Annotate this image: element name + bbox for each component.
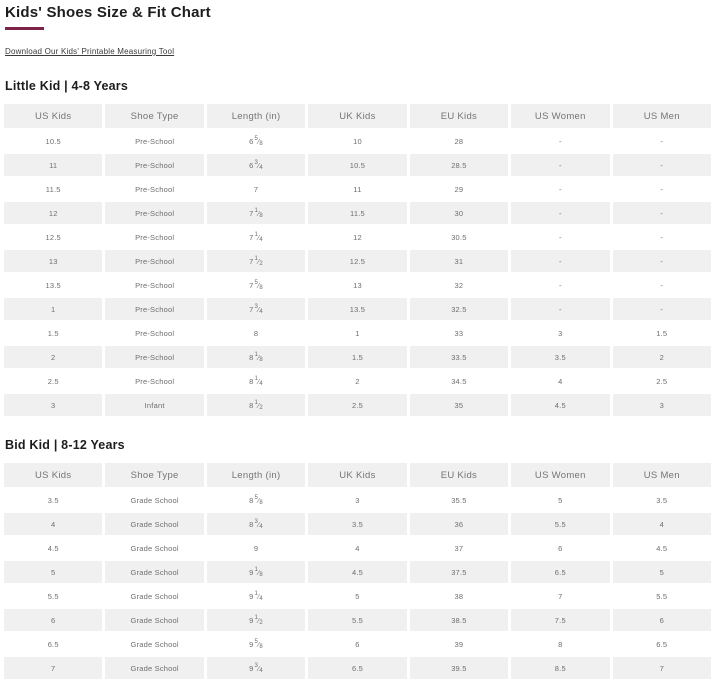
cell-us-men: - <box>613 226 711 248</box>
cell-uk-kids: 10.5 <box>308 154 406 176</box>
cell-uk-kids: 5 <box>308 585 406 607</box>
cell-length-in: $7^1⁄_4$ <box>207 226 305 248</box>
table-row <box>4 585 711 607</box>
cell-shoe-type: Pre-School <box>105 202 203 224</box>
table-row <box>4 298 711 320</box>
table-row <box>4 274 711 296</box>
cell-uk-kids: 1.5 <box>308 346 406 368</box>
column-header-uk-kids: UK Kids <box>308 104 406 128</box>
cell-us-kids: 2.5 <box>4 370 102 392</box>
cell-shoe-type: Grade School <box>105 633 203 655</box>
cell-shoe-type: Grade School <box>105 585 203 607</box>
cell-us-women: 6.5 <box>511 561 609 583</box>
cell-us-kids: 2 <box>4 346 102 368</box>
cell-uk-kids: 1 <box>308 322 406 344</box>
cell-shoe-type: Pre-School <box>105 154 203 176</box>
table-row <box>4 561 711 583</box>
cell-us-kids: 3 <box>4 394 102 416</box>
cell-length-in: $6^5⁄_8$ <box>207 130 305 152</box>
cell-us-women: 3.5 <box>511 346 609 368</box>
cell-us-kids: 4.5 <box>4 537 102 559</box>
cell-uk-kids: 12 <box>308 226 406 248</box>
cell-eu-kids: 37.5 <box>410 561 508 583</box>
cell-shoe-type: Grade School <box>105 489 203 511</box>
cell-us-women: 8 <box>511 633 609 655</box>
cell-us-men: 4.5 <box>613 537 711 559</box>
cell-length-in: $9^1⁄_8$ <box>207 561 305 583</box>
cell-uk-kids: 11 <box>308 178 406 200</box>
cell-uk-kids: 3.5 <box>308 513 406 535</box>
cell-us-men: 2.5 <box>613 370 711 392</box>
table-row <box>4 513 711 535</box>
cell-us-kids: 13.5 <box>4 274 102 296</box>
cell-us-women: 4.5 <box>511 394 609 416</box>
cell-us-women: - <box>511 226 609 248</box>
cell-us-women: 8.5 <box>511 657 609 679</box>
cell-us-kids: 12 <box>4 202 102 224</box>
little-kid-size-table <box>1 102 714 418</box>
cell-shoe-type: Grade School <box>105 537 203 559</box>
cell-shoe-type: Pre-School <box>105 226 203 248</box>
cell-length-in: $8^1⁄_8$ <box>207 346 305 368</box>
cell-shoe-type: Pre-School <box>105 250 203 272</box>
cell-length-in: $9^1⁄_4$ <box>207 585 305 607</box>
section-heading-little-kid: Little Kid | 4-8 Years <box>5 79 128 93</box>
cell-eu-kids: 38.5 <box>410 609 508 631</box>
cell-uk-kids: 6.5 <box>308 657 406 679</box>
cell-us-men: 5.5 <box>613 585 711 607</box>
cell-uk-kids: 11.5 <box>308 202 406 224</box>
cell-us-women: 7.5 <box>511 609 609 631</box>
cell-us-women: 4 <box>511 370 609 392</box>
cell-uk-kids: 2 <box>308 370 406 392</box>
column-header-shoe-type: Shoe Type <box>105 463 203 487</box>
cell-us-women: - <box>511 250 609 272</box>
column-header-length-in: Length (in) <box>207 463 305 487</box>
cell-uk-kids: 10 <box>308 130 406 152</box>
cell-us-kids: 7 <box>4 657 102 679</box>
cell-shoe-type: Pre-School <box>105 298 203 320</box>
cell-eu-kids: 28.5 <box>410 154 508 176</box>
cell-uk-kids: 12.5 <box>308 250 406 272</box>
cell-length-in: $7^1⁄_8$ <box>207 202 305 224</box>
cell-shoe-type: Pre-School <box>105 346 203 368</box>
cell-shoe-type: Grade School <box>105 513 203 535</box>
column-header-us-women: US Women <box>511 104 609 128</box>
cell-eu-kids: 32 <box>410 274 508 296</box>
download-measuring-tool-link[interactable]: Download Our Kids' Printable Measuring Tool <box>5 47 175 56</box>
cell-length-in: $8^5⁄_8$ <box>207 489 305 511</box>
column-header-us-men: US Men <box>613 104 711 128</box>
cell-eu-kids: 36 <box>410 513 508 535</box>
cell-us-men: 5 <box>613 561 711 583</box>
cell-us-men: 6 <box>613 609 711 631</box>
table-row <box>4 609 711 631</box>
cell-length-in: $7^3⁄_4$ <box>207 298 305 320</box>
cell-us-men: - <box>613 202 711 224</box>
cell-length-in: 9 <box>207 537 305 559</box>
big-kid-size-table <box>1 461 714 681</box>
cell-us-kids: 6.5 <box>4 633 102 655</box>
cell-us-men: 7 <box>613 657 711 679</box>
cell-us-women: - <box>511 178 609 200</box>
table-row <box>4 537 711 559</box>
little-kid-section <box>4 79 711 418</box>
cell-us-kids: 1 <box>4 298 102 320</box>
cell-eu-kids: 30 <box>410 202 508 224</box>
table-row <box>4 394 711 416</box>
cell-us-men: - <box>613 274 711 296</box>
cell-us-men: - <box>613 178 711 200</box>
table-row <box>4 370 711 392</box>
cell-us-kids: 11.5 <box>4 178 102 200</box>
cell-us-kids: 5.5 <box>4 585 102 607</box>
cell-us-women: - <box>511 298 609 320</box>
cell-shoe-type: Grade School <box>105 657 203 679</box>
table-row <box>4 202 711 224</box>
column-header-shoe-type: Shoe Type <box>105 104 203 128</box>
cell-uk-kids: 6 <box>308 633 406 655</box>
cell-length-in: $8^3⁄_4$ <box>207 513 305 535</box>
column-header-uk-kids: UK Kids <box>308 463 406 487</box>
cell-us-men: - <box>613 154 711 176</box>
cell-uk-kids: 2.5 <box>308 394 406 416</box>
cell-length-in: 8 <box>207 322 305 344</box>
column-header-us-kids: US Kids <box>4 463 102 487</box>
cell-eu-kids: 29 <box>410 178 508 200</box>
cell-us-men: - <box>613 250 711 272</box>
table-row <box>4 250 711 272</box>
cell-eu-kids: 35.5 <box>410 489 508 511</box>
big-kid-section <box>4 438 711 681</box>
cell-us-kids: 4 <box>4 513 102 535</box>
cell-us-kids: 10.5 <box>4 130 102 152</box>
table-row <box>4 226 711 248</box>
column-header-length-in: Length (in) <box>207 104 305 128</box>
cell-shoe-type: Pre-School <box>105 322 203 344</box>
cell-eu-kids: 34.5 <box>410 370 508 392</box>
section-heading-big-kid: Bid Kid | 8-12 Years <box>5 438 125 452</box>
table-row <box>4 657 711 679</box>
cell-us-women: 7 <box>511 585 609 607</box>
cell-us-kids: 3.5 <box>4 489 102 511</box>
cell-length-in: $6^3⁄_4$ <box>207 154 305 176</box>
cell-us-kids: 12.5 <box>4 226 102 248</box>
cell-uk-kids: 13.5 <box>308 298 406 320</box>
cell-eu-kids: 39 <box>410 633 508 655</box>
cell-eu-kids: 32.5 <box>410 298 508 320</box>
table-row <box>4 322 711 344</box>
table-row <box>4 489 711 511</box>
cell-length-in: $8^1⁄_2$ <box>207 394 305 416</box>
cell-uk-kids: 3 <box>308 489 406 511</box>
cell-eu-kids: 31 <box>410 250 508 272</box>
table-row <box>4 178 711 200</box>
page-title: Kids' Shoes Size & Fit Chart <box>5 4 211 21</box>
cell-us-men: 1.5 <box>613 322 711 344</box>
cell-us-men: 2 <box>613 346 711 368</box>
cell-us-kids: 13 <box>4 250 102 272</box>
cell-us-women: 6 <box>511 537 609 559</box>
column-header-us-men: US Men <box>613 463 711 487</box>
cell-shoe-type: Pre-School <box>105 130 203 152</box>
cell-us-kids: 5 <box>4 561 102 583</box>
cell-eu-kids: 33.5 <box>410 346 508 368</box>
cell-us-women: - <box>511 202 609 224</box>
cell-length-in: $7^5⁄_8$ <box>207 274 305 296</box>
table-header-row <box>4 463 711 487</box>
column-header-us-women: US Women <box>511 463 609 487</box>
cell-us-women: - <box>511 154 609 176</box>
cell-eu-kids: 35 <box>410 394 508 416</box>
cell-eu-kids: 33 <box>410 322 508 344</box>
cell-us-kids: 6 <box>4 609 102 631</box>
cell-us-men: - <box>613 130 711 152</box>
cell-us-women: 5 <box>511 489 609 511</box>
cell-length-in: $9^3⁄_4$ <box>207 657 305 679</box>
cell-shoe-type: Infant <box>105 394 203 416</box>
column-header-eu-kids: EU Kids <box>410 463 508 487</box>
cell-us-kids: 1.5 <box>4 322 102 344</box>
table-row <box>4 346 711 368</box>
cell-eu-kids: 28 <box>410 130 508 152</box>
cell-us-women: 5.5 <box>511 513 609 535</box>
table-row <box>4 633 711 655</box>
cell-uk-kids: 5.5 <box>308 609 406 631</box>
column-header-us-kids: US Kids <box>4 104 102 128</box>
cell-shoe-type: Grade School <box>105 609 203 631</box>
cell-length-in: $7^1⁄_2$ <box>207 250 305 272</box>
cell-uk-kids: 13 <box>308 274 406 296</box>
cell-length-in: 7 <box>207 178 305 200</box>
cell-shoe-type: Grade School <box>105 561 203 583</box>
cell-eu-kids: 37 <box>410 537 508 559</box>
cell-shoe-type: Pre-School <box>105 370 203 392</box>
cell-us-men: 6.5 <box>613 633 711 655</box>
table-row <box>4 154 711 176</box>
cell-uk-kids: 4 <box>308 537 406 559</box>
column-header-eu-kids: EU Kids <box>410 104 508 128</box>
cell-eu-kids: 38 <box>410 585 508 607</box>
cell-length-in: $8^1⁄_4$ <box>207 370 305 392</box>
cell-us-kids: 11 <box>4 154 102 176</box>
cell-us-women: - <box>511 130 609 152</box>
cell-us-men: 3 <box>613 394 711 416</box>
cell-shoe-type: Pre-School <box>105 178 203 200</box>
cell-length-in: $9^1⁄_2$ <box>207 609 305 631</box>
cell-us-men: 4 <box>613 513 711 535</box>
cell-us-men: - <box>613 298 711 320</box>
cell-us-men: 3.5 <box>613 489 711 511</box>
table-header-row <box>4 104 711 128</box>
cell-length-in: $9^5⁄_8$ <box>207 633 305 655</box>
cell-shoe-type: Pre-School <box>105 274 203 296</box>
cell-eu-kids: 39.5 <box>410 657 508 679</box>
cell-uk-kids: 4.5 <box>308 561 406 583</box>
cell-us-women: - <box>511 274 609 296</box>
cell-eu-kids: 30.5 <box>410 226 508 248</box>
cell-us-women: 3 <box>511 322 609 344</box>
table-row <box>4 130 711 152</box>
